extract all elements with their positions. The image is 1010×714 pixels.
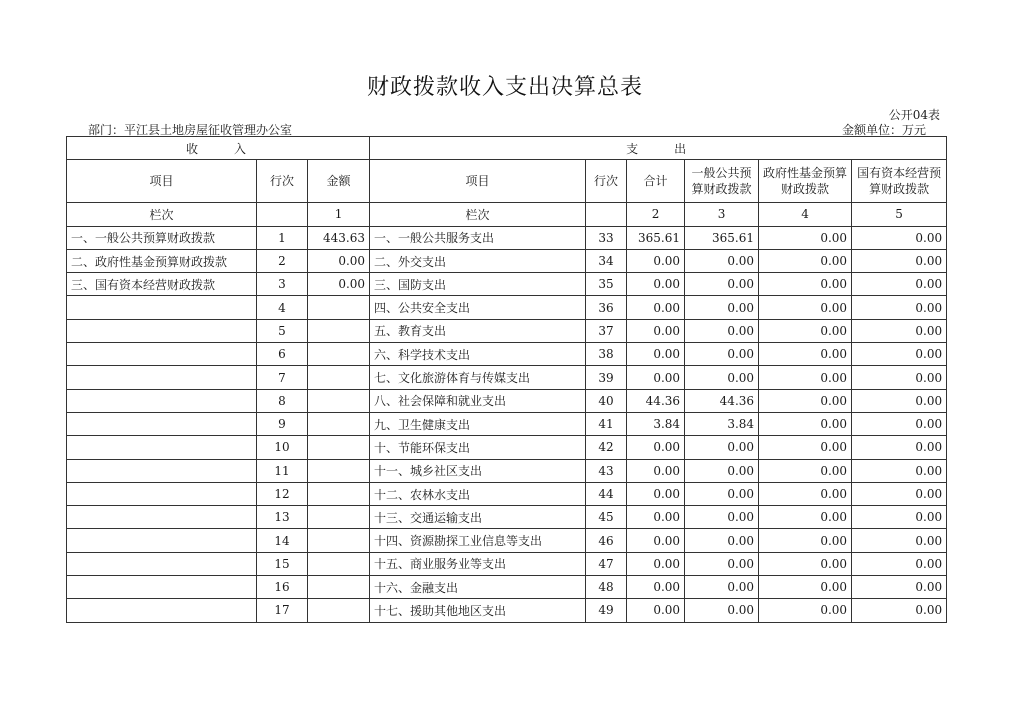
expense-item-cell: 一、一般公共服务支出 — [370, 226, 586, 249]
income-amount-cell — [308, 319, 370, 342]
state-capital-cell: 0.00 — [852, 529, 947, 552]
expense-item-cell: 七、文化旅游体育与传媒支出 — [370, 366, 586, 389]
income-item-cell — [67, 319, 257, 342]
income-item-cell — [67, 366, 257, 389]
total-cell: 0.00 — [627, 366, 685, 389]
table-row — [67, 226, 947, 249]
expense-item-cell: 三、国防支出 — [370, 273, 586, 296]
expense-row-no-cell: 33 — [586, 226, 627, 249]
state-capital-cell: 0.00 — [852, 552, 947, 575]
header-row-column-numbers — [67, 203, 947, 226]
expense-item-cell: 十二、农林水支出 — [370, 482, 586, 505]
column-no-3: 3 — [685, 203, 759, 226]
income-amount-cell — [308, 482, 370, 505]
table-row — [67, 552, 947, 575]
expense-row-no-cell: 35 — [586, 273, 627, 296]
total-cell: 0.00 — [627, 319, 685, 342]
fund-budget-cell: 0.00 — [759, 436, 852, 459]
income-row-no-cell: 17 — [257, 599, 308, 622]
expense-row-no-cell: 44 — [586, 482, 627, 505]
expense-row-no-cell: 40 — [586, 389, 627, 412]
general-budget-cell: 0.00 — [685, 249, 759, 272]
state-capital-cell: 0.00 — [852, 576, 947, 599]
expense-row-no-cell: 34 — [586, 249, 627, 272]
state-capital-cell: 0.00 — [852, 599, 947, 622]
expense-row-no-cell: 43 — [586, 459, 627, 482]
total-cell: 0.00 — [627, 599, 685, 622]
summary-table — [66, 136, 947, 623]
fund-budget-cell: 0.00 — [759, 319, 852, 342]
fund-budget-cell: 0.00 — [759, 412, 852, 435]
income-row-no-cell: 5 — [257, 319, 308, 342]
total-cell: 0.00 — [627, 459, 685, 482]
income-item-cell: 一、一般公共预算财政拨款 — [67, 226, 257, 249]
general-budget-cell: 0.00 — [685, 319, 759, 342]
income-amount-cell — [308, 506, 370, 529]
fund-budget-cell: 0.00 — [759, 552, 852, 575]
total-cell: 44.36 — [627, 389, 685, 412]
general-budget-cell: 0.00 — [685, 296, 759, 319]
income-item-cell — [67, 389, 257, 412]
column-no-5: 5 — [852, 203, 947, 226]
income-row-no-cell: 9 — [257, 412, 308, 435]
total-cell: 0.00 — [627, 552, 685, 575]
table-row — [67, 459, 947, 482]
expense-row-no-cell: 47 — [586, 552, 627, 575]
state-capital-cell: 0.00 — [852, 389, 947, 412]
total-cell: 0.00 — [627, 273, 685, 296]
state-capital-cell: 0.00 — [852, 412, 947, 435]
column-no-2: 2 — [627, 203, 685, 226]
state-capital-cell: 0.00 — [852, 319, 947, 342]
expense-item-header: 项目 — [370, 160, 586, 203]
expense-item-cell: 五、教育支出 — [370, 319, 586, 342]
expense-row-no-cell: 48 — [586, 576, 627, 599]
income-amount-cell — [308, 412, 370, 435]
expense-item-cell: 八、社会保障和就业支出 — [370, 389, 586, 412]
fund-budget-cell: 0.00 — [759, 529, 852, 552]
income-row-no-header: 行次 — [257, 160, 308, 203]
expense-item-cell: 十三、交通运输支出 — [370, 506, 586, 529]
table-row — [67, 296, 947, 319]
income-row-no-cell: 8 — [257, 389, 308, 412]
total-cell: 0.00 — [627, 436, 685, 459]
expense-item-cell: 四、公共安全支出 — [370, 296, 586, 319]
state-capital-cell: 0.00 — [852, 366, 947, 389]
state-capital-cell: 0.00 — [852, 249, 947, 272]
income-amount-cell — [308, 436, 370, 459]
page-title: 财政拨款收入支出决算总表 — [366, 75, 643, 100]
general-budget-cell: 0.00 — [685, 459, 759, 482]
fund-budget-header: 政府性基金预算财政拨款 — [759, 160, 852, 203]
expense-item-cell: 十五、商业服务业等支出 — [370, 552, 586, 575]
general-budget-cell: 3.84 — [685, 412, 759, 435]
fund-budget-cell: 0.00 — [759, 389, 852, 412]
general-budget-cell: 0.00 — [685, 529, 759, 552]
total-cell: 0.00 — [627, 529, 685, 552]
general-budget-cell: 0.00 — [685, 366, 759, 389]
income-amount-cell — [308, 343, 370, 366]
income-item-cell — [67, 436, 257, 459]
income-item-cell — [67, 459, 257, 482]
income-amount-cell — [308, 366, 370, 389]
expense-row-no-cell: 45 — [586, 506, 627, 529]
column-label: 栏次 — [67, 203, 257, 226]
income-amount-cell — [308, 459, 370, 482]
income-item-cell — [67, 482, 257, 505]
state-capital-cell: 0.00 — [852, 226, 947, 249]
general-budget-cell: 0.00 — [685, 343, 759, 366]
income-section-header: 收 入 — [67, 137, 370, 160]
general-budget-cell: 0.00 — [685, 436, 759, 459]
expense-item-cell: 二、外交支出 — [370, 249, 586, 272]
state-capital-cell: 0.00 — [852, 482, 947, 505]
expense-row-no-header: 行次 — [586, 160, 627, 203]
state-capital-cell: 0.00 — [852, 296, 947, 319]
income-item-cell — [67, 412, 257, 435]
expense-row-no-cell: 39 — [586, 366, 627, 389]
form-number: 公开04表 — [888, 108, 940, 122]
state-capital-cell: 0.00 — [852, 343, 947, 366]
general-budget-cell: 0.00 — [685, 506, 759, 529]
income-amount-cell — [308, 296, 370, 319]
income-item-cell — [67, 529, 257, 552]
expense-item-cell: 九、卫生健康支出 — [370, 412, 586, 435]
expense-item-cell: 十、节能环保支出 — [370, 436, 586, 459]
income-amount-cell — [308, 552, 370, 575]
fund-budget-cell: 0.00 — [759, 599, 852, 622]
income-amount-cell — [308, 529, 370, 552]
table-row — [67, 482, 947, 505]
general-budget-cell: 0.00 — [685, 576, 759, 599]
general-budget-cell: 0.00 — [685, 552, 759, 575]
income-row-no-cell: 6 — [257, 343, 308, 366]
income-row-no-cell: 1 — [257, 226, 308, 249]
unit-label: 金额单位：万元 — [841, 123, 926, 137]
fund-budget-cell: 0.00 — [759, 226, 852, 249]
table-row — [67, 319, 947, 342]
table-row — [67, 436, 947, 459]
department-label: 部门：平江县土地房屋征收管理办公室 — [88, 123, 293, 137]
income-item-cell: 三、国有资本经营财政拨款 — [67, 273, 257, 296]
income-row-no-cell: 10 — [257, 436, 308, 459]
expense-item-cell: 六、科学技术支出 — [370, 343, 586, 366]
income-row-no-cell: 15 — [257, 552, 308, 575]
table-row — [67, 529, 947, 552]
state-capital-cell: 0.00 — [852, 506, 947, 529]
general-budget-cell: 365.61 — [685, 226, 759, 249]
table-row — [67, 343, 947, 366]
income-amount-cell — [308, 599, 370, 622]
expense-row-no-cell: 38 — [586, 343, 627, 366]
expense-item-cell: 十七、援助其他地区支出 — [370, 599, 586, 622]
header-row-columns — [67, 160, 947, 203]
fund-budget-cell: 0.00 — [759, 273, 852, 296]
column-blank — [586, 203, 627, 226]
general-budget-cell: 0.00 — [685, 599, 759, 622]
income-item-cell — [67, 552, 257, 575]
income-row-no-cell: 3 — [257, 273, 308, 296]
total-cell: 0.00 — [627, 482, 685, 505]
expense-item-cell: 十四、资源勘探工业信息等支出 — [370, 529, 586, 552]
state-capital-cell: 0.00 — [852, 459, 947, 482]
total-cell: 0.00 — [627, 249, 685, 272]
table-row — [67, 366, 947, 389]
income-item-cell — [67, 506, 257, 529]
income-item-cell: 二、政府性基金预算财政拨款 — [67, 249, 257, 272]
fund-budget-cell: 0.00 — [759, 366, 852, 389]
general-budget-cell: 44.36 — [685, 389, 759, 412]
income-row-no-cell: 12 — [257, 482, 308, 505]
total-cell: 0.00 — [627, 576, 685, 599]
expense-row-no-cell: 36 — [586, 296, 627, 319]
total-cell: 0.00 — [627, 506, 685, 529]
column-blank — [257, 203, 308, 226]
expense-column-label: 栏次 — [370, 203, 586, 226]
income-row-no-cell: 13 — [257, 506, 308, 529]
income-row-no-cell: 2 — [257, 249, 308, 272]
expense-item-cell: 十一、城乡社区支出 — [370, 459, 586, 482]
expense-section-header: 支 出 — [370, 137, 947, 160]
table-row — [67, 576, 947, 599]
total-cell: 0.00 — [627, 343, 685, 366]
fund-budget-cell: 0.00 — [759, 506, 852, 529]
expense-row-no-cell: 49 — [586, 599, 627, 622]
fund-budget-cell: 0.00 — [759, 296, 852, 319]
state-capital-header: 国有资本经营预算财政拨款 — [852, 160, 947, 203]
expense-row-no-cell: 46 — [586, 529, 627, 552]
column-no-1: 1 — [308, 203, 370, 226]
fund-budget-cell: 0.00 — [759, 249, 852, 272]
table-row — [67, 389, 947, 412]
income-item-cell — [67, 599, 257, 622]
income-row-no-cell: 7 — [257, 366, 308, 389]
expense-row-no-cell: 41 — [586, 412, 627, 435]
total-cell: 365.61 — [627, 226, 685, 249]
fund-budget-cell: 0.00 — [759, 482, 852, 505]
income-item-cell — [67, 343, 257, 366]
expense-row-no-cell: 37 — [586, 319, 627, 342]
general-budget-cell: 0.00 — [685, 482, 759, 505]
state-capital-cell: 0.00 — [852, 436, 947, 459]
income-item-cell — [67, 296, 257, 319]
income-row-no-cell: 11 — [257, 459, 308, 482]
fund-budget-cell: 0.00 — [759, 576, 852, 599]
table-row — [67, 249, 947, 272]
expense-item-cell: 十六、金融支出 — [370, 576, 586, 599]
income-item-header: 项目 — [67, 160, 257, 203]
income-amount-cell: 0.00 — [308, 273, 370, 296]
column-no-4: 4 — [759, 203, 852, 226]
total-cell: 3.84 — [627, 412, 685, 435]
income-amount-cell: 443.63 — [308, 226, 370, 249]
income-row-no-cell: 16 — [257, 576, 308, 599]
income-row-no-cell: 4 — [257, 296, 308, 319]
fund-budget-cell: 0.00 — [759, 459, 852, 482]
total-header: 合计 — [627, 160, 685, 203]
table-row — [67, 599, 947, 622]
table-row — [67, 506, 947, 529]
state-capital-cell: 0.00 — [852, 273, 947, 296]
fund-budget-cell: 0.00 — [759, 343, 852, 366]
income-item-cell — [67, 576, 257, 599]
total-cell: 0.00 — [627, 296, 685, 319]
general-budget-header: 一般公共预算财政拨款 — [685, 160, 759, 203]
general-budget-cell: 0.00 — [685, 273, 759, 296]
table-row — [67, 412, 947, 435]
expense-row-no-cell: 42 — [586, 436, 627, 459]
income-amount-header: 金额 — [308, 160, 370, 203]
income-amount-cell — [308, 576, 370, 599]
header-row-sections — [67, 137, 947, 160]
income-row-no-cell: 14 — [257, 529, 308, 552]
income-amount-cell — [308, 389, 370, 412]
income-amount-cell: 0.00 — [308, 249, 370, 272]
table-row — [67, 273, 947, 296]
